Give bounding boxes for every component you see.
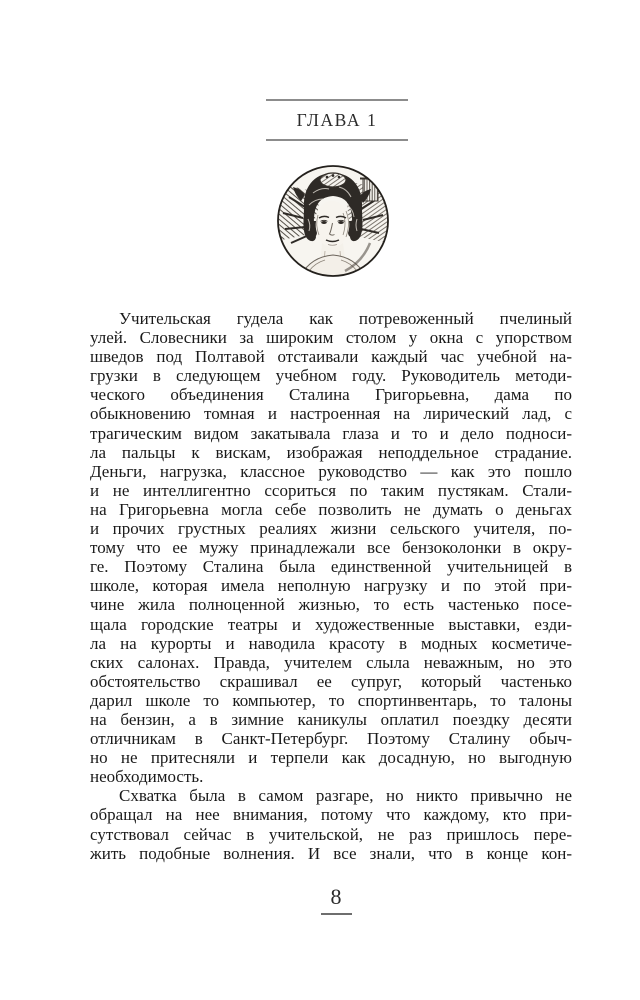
text-line: но не притесняли и терпели как досадную, но выгодную [90, 748, 572, 768]
text-line: чине жила полноценной жизнью, то есть частенько посе- [90, 595, 572, 615]
chapter-title: ГЛАВА 1 [296, 110, 378, 130]
text-line: необходимость. [90, 767, 204, 787]
text-line: тому что ее мужу принадлежали все бензоколонки в окру- [90, 538, 572, 558]
page-number: 8 [330, 884, 342, 909]
text-line: школе, которая имела неполную нагрузку и по этой при- [90, 576, 572, 596]
text-line: улей. Словесники за широким столом у окна с упорством [90, 328, 572, 348]
text-line: на Григорьевна могла себе позволить не думать о деньгах [90, 499, 572, 519]
woman-portrait-engraving-icon [275, 163, 391, 279]
text-line: Схватка была в самом разгаре, но никто привычно не [119, 786, 572, 806]
page-number-rule [321, 913, 352, 915]
text-line: жить подобные волнения. И все знали, что в конце кон- [90, 843, 572, 863]
text-line: шведов под Полтавой отстаивали каждый час учебной на- [90, 347, 572, 367]
text-line: обстоятельство скрашивал ее супруг, который частенько [90, 671, 572, 691]
paragraph [90, 786, 572, 862]
text-line: отличникам в Санкт-Петербург. Поэтому Сталину обыч- [90, 729, 572, 749]
chapter-header [266, 99, 408, 141]
text-line: ла пальцы к вискам, изображая неподдельное страдание. [90, 442, 572, 462]
body-text [90, 309, 572, 863]
text-line: Деньги, нагрузка, классное руководство — как это пошло [90, 461, 572, 481]
text-line: ческого объединения Сталина Григорьевна, дама по [90, 385, 572, 405]
page-footer [90, 886, 582, 915]
text-line: на бензин, а в зимние каникулы оплатил поездку десяти [90, 709, 572, 729]
text-line: Учительская гудела как потревоженный пчелиный [119, 309, 572, 328]
text-line: дарил школе то компьютер, то спортинвентарь, то талоны [90, 690, 572, 710]
text-line: ских салонах. Правда, учителем слыла неважным, но это [90, 652, 572, 672]
text-line: грузки в следующем учебном году. Руководитель методи- [90, 366, 572, 386]
paragraph [90, 309, 572, 786]
text-line: и не интеллигентно ссориться по таким пустякам. Стали- [90, 480, 572, 500]
chapter-rule-bottom [266, 139, 408, 141]
text-line: обыкновению томная и настроенная на лирический лад, с [90, 404, 572, 424]
text-line: щала городские театры и художественные выставки, езди- [90, 614, 572, 634]
text-line: ге. Поэтому Сталина была единственной учительницей в [90, 557, 572, 577]
text-line: трагическим видом закатывала глаза и то и дело подноси- [90, 423, 572, 443]
text-line: ла на курорты и наводила красоту в модных косметиче- [90, 633, 572, 653]
text-line: сутствовал сейчас в учительской, не раз пришлось пере- [90, 824, 572, 844]
text-line: и прочих грустных реалиях жизни сельского учителя, по- [90, 519, 572, 539]
chapter-illustration [275, 163, 391, 279]
text-line: обращал на нее внимания, потому что каждому, кто при- [90, 805, 572, 825]
